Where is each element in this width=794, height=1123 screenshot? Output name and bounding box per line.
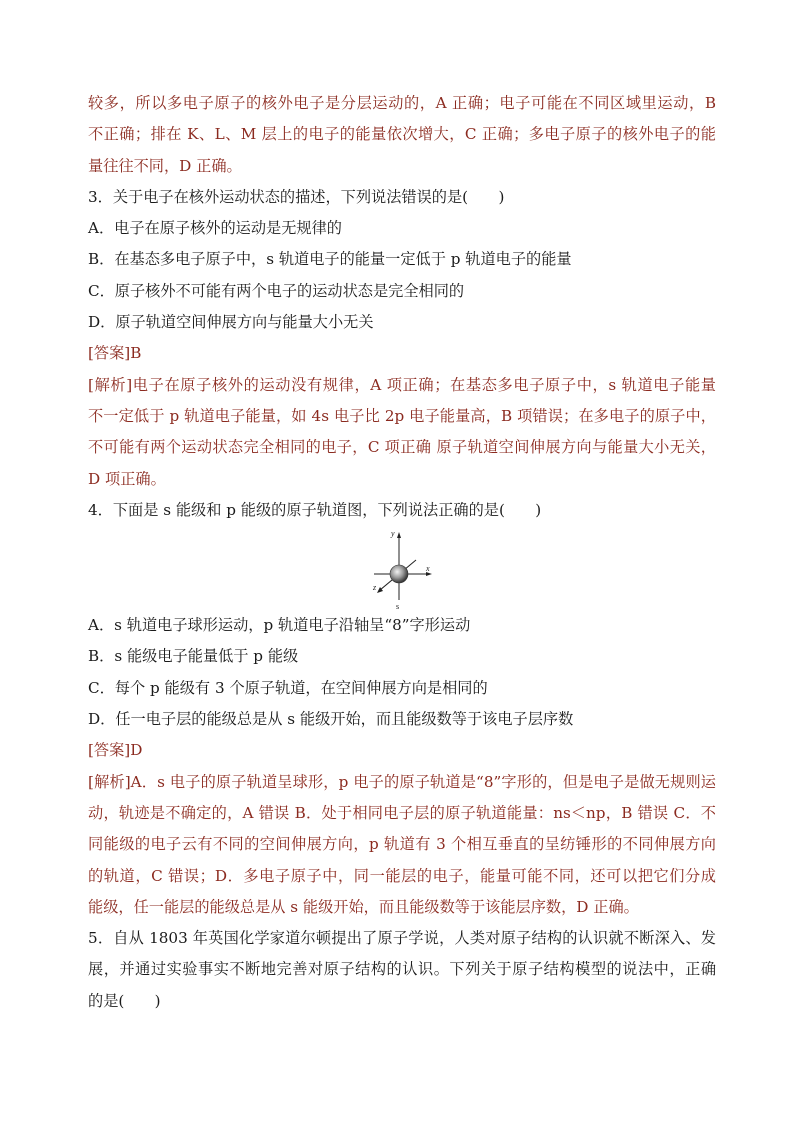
analysis-line: 的轨道，C 错误；D．多电子原子中，同一能层的电子，能量可能不同，还可以把它们分成	[88, 866, 716, 885]
answer-label: [答案]B	[88, 344, 142, 363]
document-page	[88, 88, 716, 1017]
option-b: B．s 能级电子能量低于 p 能级	[88, 647, 299, 666]
option-d: D．原子轨道空间伸展方向与能量大小无关	[88, 313, 374, 332]
option-c: C．每个 p 能级有 3 个原子轨道，在空间伸展方向是相同的	[88, 678, 488, 697]
x-axis-label: x	[426, 564, 430, 574]
text-block-1	[88, 88, 716, 526]
analysis-line: [解析]A．s 电子的原子轨道呈球形，p 电子的原子轨道是“8”字形的，但是电子是做无规则运	[88, 772, 716, 791]
answer-label: [答案]D	[88, 741, 143, 760]
analysis-line: 同能级的电子云有不同的空间伸展方向，p 轨道有 3 个相互垂直的呈纺锤形的不同伸展方向	[88, 835, 716, 854]
text-block-2	[88, 610, 716, 1017]
option-b: B．在基态多电子原子中，s 轨道电子的能量一定低于 p 轨道电子的能量	[88, 250, 572, 269]
option-c: C．原子核外不可能有两个电子的运动状态是完全相同的	[88, 281, 465, 300]
y-arrow-icon	[397, 532, 401, 538]
question-5-stem: 的是( )	[88, 991, 161, 1010]
s-orbital-sphere	[390, 565, 408, 583]
analysis-line: D 项正确。	[88, 469, 166, 488]
analysis-line: 不可能有两个运动状态完全相同的电子，C 项正确 原子轨道空间伸展方向与能量大小无关，	[88, 438, 716, 457]
question-5-stem: 5．自从 1803 年英国化学家道尔顿提出了原子学说，人类对原子结构的认识就不断深入、发	[88, 929, 716, 948]
z-axis-label: z	[373, 583, 377, 593]
option-a: A．电子在原子核外的运动是无规律的	[88, 219, 342, 238]
question-3-stem: 3．关于电子在核外运动状态的描述，下列说法错误的是( )	[88, 187, 505, 206]
question-4-stem: 4．下面是 s 能级和 p 能级的原子轨道图，下列说法正确的是( )	[88, 500, 542, 519]
text-line: 量往往不同，D 正确。	[88, 156, 242, 175]
text-line: 不正确；排在 K、L、M 层上的电子的能量依次增大，C 正确；多电子原子的核外电子的能	[88, 125, 716, 144]
s-orbital-diagram	[364, 526, 434, 610]
analysis-line: 动，轨迹是不确定的，A 错误 B．处于相同电子层的原子轨道能量：ns＜np，B 错误 C．不	[88, 803, 716, 822]
s-label: s	[396, 602, 400, 611]
option-d: D．任一电子层的能级总是从 s 能级开始，而且能级数等于该电子层序数	[88, 710, 574, 729]
orbital-diagram-row	[88, 526, 716, 610]
analysis-line: 不一定低于 p 轨道电子能量，如 4s 电子比 2p 电子能量高，B 项错误；在多电子的原子中，	[88, 406, 716, 425]
question-5-stem: 展，并通过实验事实不断地完善对原子结构的认识。下列关于原子结构模型的说法中，正确	[88, 960, 716, 979]
analysis-line: 能级，任一能层的能级总是从 s 能级开始，而且能级数等于该能层序数，D 正确。	[88, 897, 639, 916]
option-a: A．s 轨道电子球形运动，p 轨道电子沿轴呈“8”字形运动	[88, 616, 471, 635]
y-axis-label: y	[391, 529, 395, 539]
text-line: 较多，所以多电子原子的核外电子是分层运动的，A 正确；电子可能在不同区域里运动，B	[88, 94, 716, 112]
analysis-line: [解析]电子在原子核外的运动没有规律，A 项正确；在基态多电子原子中，s 轨道电子能量	[88, 375, 716, 394]
